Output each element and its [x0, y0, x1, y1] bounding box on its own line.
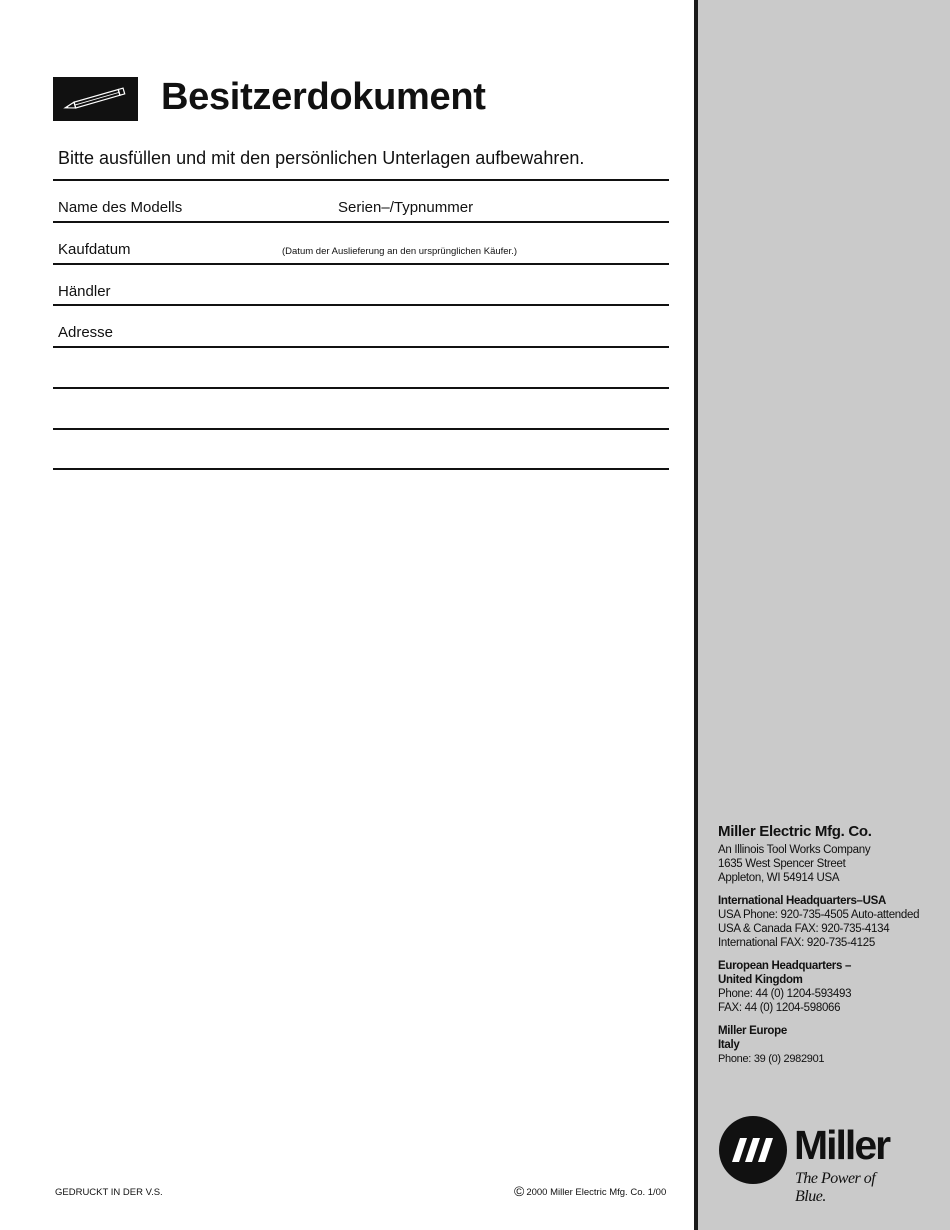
form-divider: [53, 179, 669, 181]
eu-hq-country: United Kingdom: [718, 974, 803, 986]
eu-hq-heading: European Headquarters –: [718, 960, 852, 972]
eu-hq-line: FAX: 44 (0) 1204-598066: [718, 1002, 841, 1014]
miller-logo-icon: [718, 1115, 788, 1185]
pencil-icon: [53, 77, 138, 121]
contact-info: [718, 823, 946, 1075]
model-name-label: Name des Modells: [58, 199, 183, 216]
intl-hq-heading: International Headquarters–USA: [718, 895, 887, 907]
purchase-date-note: (Datum der Auslieferung an den ursprünglichen Käufer.): [282, 246, 517, 257]
form-divider: [53, 346, 669, 348]
purchase-date-label: Kaufdatum: [58, 241, 131, 258]
miller-wordmark: Miller: [794, 1122, 890, 1168]
miller-europe-phone: Phone: 39 (0) 2982901: [718, 1053, 825, 1065]
company-name: Miller Electric Mfg. Co.: [718, 823, 872, 840]
miller-tagline: The Power of Blue.: [795, 1170, 876, 1205]
miller-europe-country: Italy: [718, 1039, 740, 1051]
eu-hq-line: Phone: 44 (0) 1204-593493: [718, 988, 852, 1000]
copyright-notice: [514, 1183, 666, 1199]
form-instruction: Bitte ausfüllen und mit den persönlichen Unterlagen aufbewahren.: [58, 148, 585, 168]
intl-hq-line: International FAX: 920-735-4125: [718, 937, 875, 949]
printed-in-usa: GEDRUCKT IN DER V.S.: [55, 1187, 163, 1198]
address-line: [53, 468, 669, 470]
miller-europe-heading: Miller Europe: [718, 1025, 787, 1037]
miller-logo: [718, 1113, 898, 1205]
page-title: Besitzerdokument: [161, 76, 486, 118]
form-divider: [53, 304, 669, 306]
dealer-label: Händler: [58, 283, 111, 300]
address-line: [53, 428, 669, 430]
copyright-symbol: ©: [514, 1183, 525, 1199]
company-line: An Illinois Tool Works Company: [718, 844, 871, 856]
intl-hq-line: USA Phone: 920-735-4505 Auto-attended: [718, 909, 920, 921]
company-line: 1635 West Spencer Street: [718, 858, 846, 870]
address-label: Adresse: [58, 324, 114, 341]
form-divider: [53, 221, 669, 223]
copyright-text: 2000 Miller Electric Mfg. Co. 1/00: [526, 1187, 667, 1198]
form-divider: [53, 263, 669, 265]
intl-hq-line: USA & Canada FAX: 920-735-4134: [718, 923, 890, 935]
serial-number-label: Serien–/Typnummer: [338, 199, 474, 216]
company-line: Appleton, WI 54914 USA: [718, 872, 840, 884]
address-line: [53, 387, 669, 389]
